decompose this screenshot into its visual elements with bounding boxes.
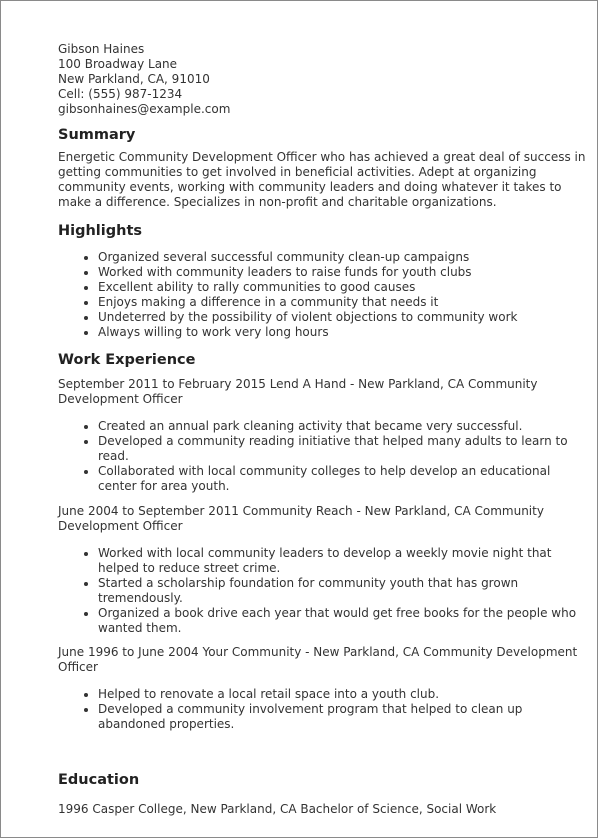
list-item: • Developed a community involvement program that helped to clean up abandoned properties. [98, 702, 588, 732]
resume-content [58, 42, 588, 817]
list-item: • Collaborated with local community colleges to help develop an educational center for area youth. [98, 464, 588, 494]
highlights-heading: Highlights [58, 223, 143, 239]
list-item: • Enjoys making a difference in a community that needs it [98, 295, 588, 310]
contact-name: Gibson Haines [58, 42, 145, 56]
list-item: • Helped to renovate a local retail space into a youth club. [98, 687, 588, 702]
list-item: • Excellent ability to rally communities to good causes [98, 280, 588, 295]
summary-text: Energetic Community Development Officer who has achieved a great deal of success in getting communities to get involved in beneficial activities. Adept at organizing community events, working with community leaders and doing whatever it takes to make a difference. Specializes in non-profit and charitable organizations. [58, 150, 586, 209]
contact-address: 100 Broadway Lane [58, 57, 178, 71]
list-item: • Created an annual park cleaning activity that became very successful. [98, 419, 588, 434]
list-item: • Developed a community reading initiative that helped many adults to learn to read. [98, 434, 588, 464]
contact-email: gibsonhaines@example.com [58, 102, 231, 116]
contact-cell: Cell: (555) 987-1234 [58, 87, 183, 101]
work-experience-heading: Work Experience [58, 352, 196, 368]
job-header: June 1996 to June 2004 Your Community - New Parkland, CA Community Development Officer [58, 645, 578, 674]
list-item: • Worked with community leaders to raise funds for youth clubs [98, 265, 588, 280]
job-bullets [58, 687, 588, 732]
contact-city: New Parkland, CA, 91010 [58, 72, 210, 86]
job-header: June 2004 to September 2011 Community Reach - New Parkland, CA Community Development Officer [58, 504, 544, 533]
list-item: • Worked with local community leaders to develop a weekly movie night that helped to reduce street crime. [98, 546, 588, 576]
job-header: September 2011 to February 2015 Lend A Hand - New Parkland, CA Community Development Officer [58, 377, 538, 406]
list-item: • Started a scholarship foundation for community youth that has grown tremendously. [98, 576, 588, 606]
list-item: • Organized several successful community clean-up campaigns [98, 250, 588, 265]
summary-heading: Summary [58, 127, 136, 143]
list-item: • Organized a book drive each year that would get free books for the people who wanted them. [98, 606, 588, 636]
education-text: 1996 Casper College, New Parkland, CA Bachelor of Science, Social Work [58, 802, 497, 816]
job-bullets [58, 546, 588, 636]
job-bullets [58, 419, 588, 494]
education-heading: Education [58, 772, 140, 788]
highlights-list [58, 250, 588, 340]
list-item: • Undeterred by the possibility of violent objections to community work [98, 310, 588, 325]
contact-block [58, 42, 588, 117]
list-item: • Always willing to work very long hours [98, 325, 588, 340]
